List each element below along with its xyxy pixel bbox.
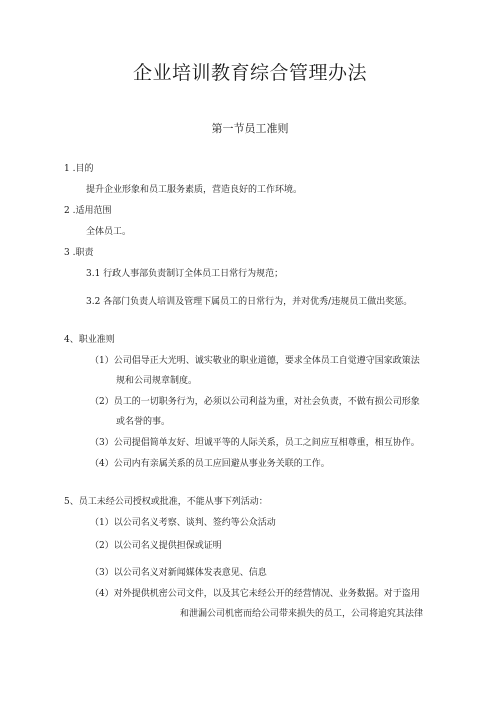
activity-line: （1）以公司名义考察、谈判、签约等公众活动 [90,518,276,528]
heading-prohibited-activities: 5、员工未经公司授权或批准，不能从事下列活动： [64,497,268,507]
heading-professional-code: 4、职业准则 [64,335,115,345]
document-title: 企业培训教育综合管理办法 [132,62,367,84]
scope-text: 全体员工。 [86,227,132,237]
duty-item: 3.1 行政人事部负责制订全体员工日常行为规范； [86,269,284,279]
code-line: 规和公司规章制度。 [116,376,198,386]
code-line: （2）员工的一切职务行为，必须以公司利益为重，对社会负责，不做有损公司形象 [90,397,420,407]
code-line: 或名誉的事。 [116,417,171,427]
activity-line: 和泄漏公司机密而给公司带来损失的员工，公司将追究其法律 [180,609,424,619]
heading-scope: 2 .适用范围 [64,206,112,216]
code-line: （4）公司内有亲属关系的员工应回避从事业务关联的工作。 [90,459,330,469]
section-title: 第一节员工准则 [211,122,289,135]
heading-purpose: 1 .目的 [64,164,94,174]
code-line: （1）公司倡导正大光明、诚实敬业的职业道德，要求全体员工自觉遵守国家政策法 [90,356,420,366]
purpose-text: 提升企业形象和员工服务素质，营造良好的工作环境。 [86,185,303,195]
activity-line: （4）对外提供机密公司文件，以及其它未经公开的经营情况、业务数据。对于盗用 [90,589,420,599]
duty-item: 3.2 各部门负责人培训及管理下属员工的日常行为，并对优秀/违规员工做出奖惩。 [86,297,413,307]
code-line: （3）公司提倡简单友好、坦诚平等的人际关系，员工之间应互相尊重，相互协作。 [90,438,420,448]
activity-line: （2）以公司名义提供担保或证明 [90,541,222,551]
heading-duties: 3 .职责 [64,248,94,258]
activity-line: （3）以公司名义对新闻媒体发表意见、信息 [90,568,267,578]
